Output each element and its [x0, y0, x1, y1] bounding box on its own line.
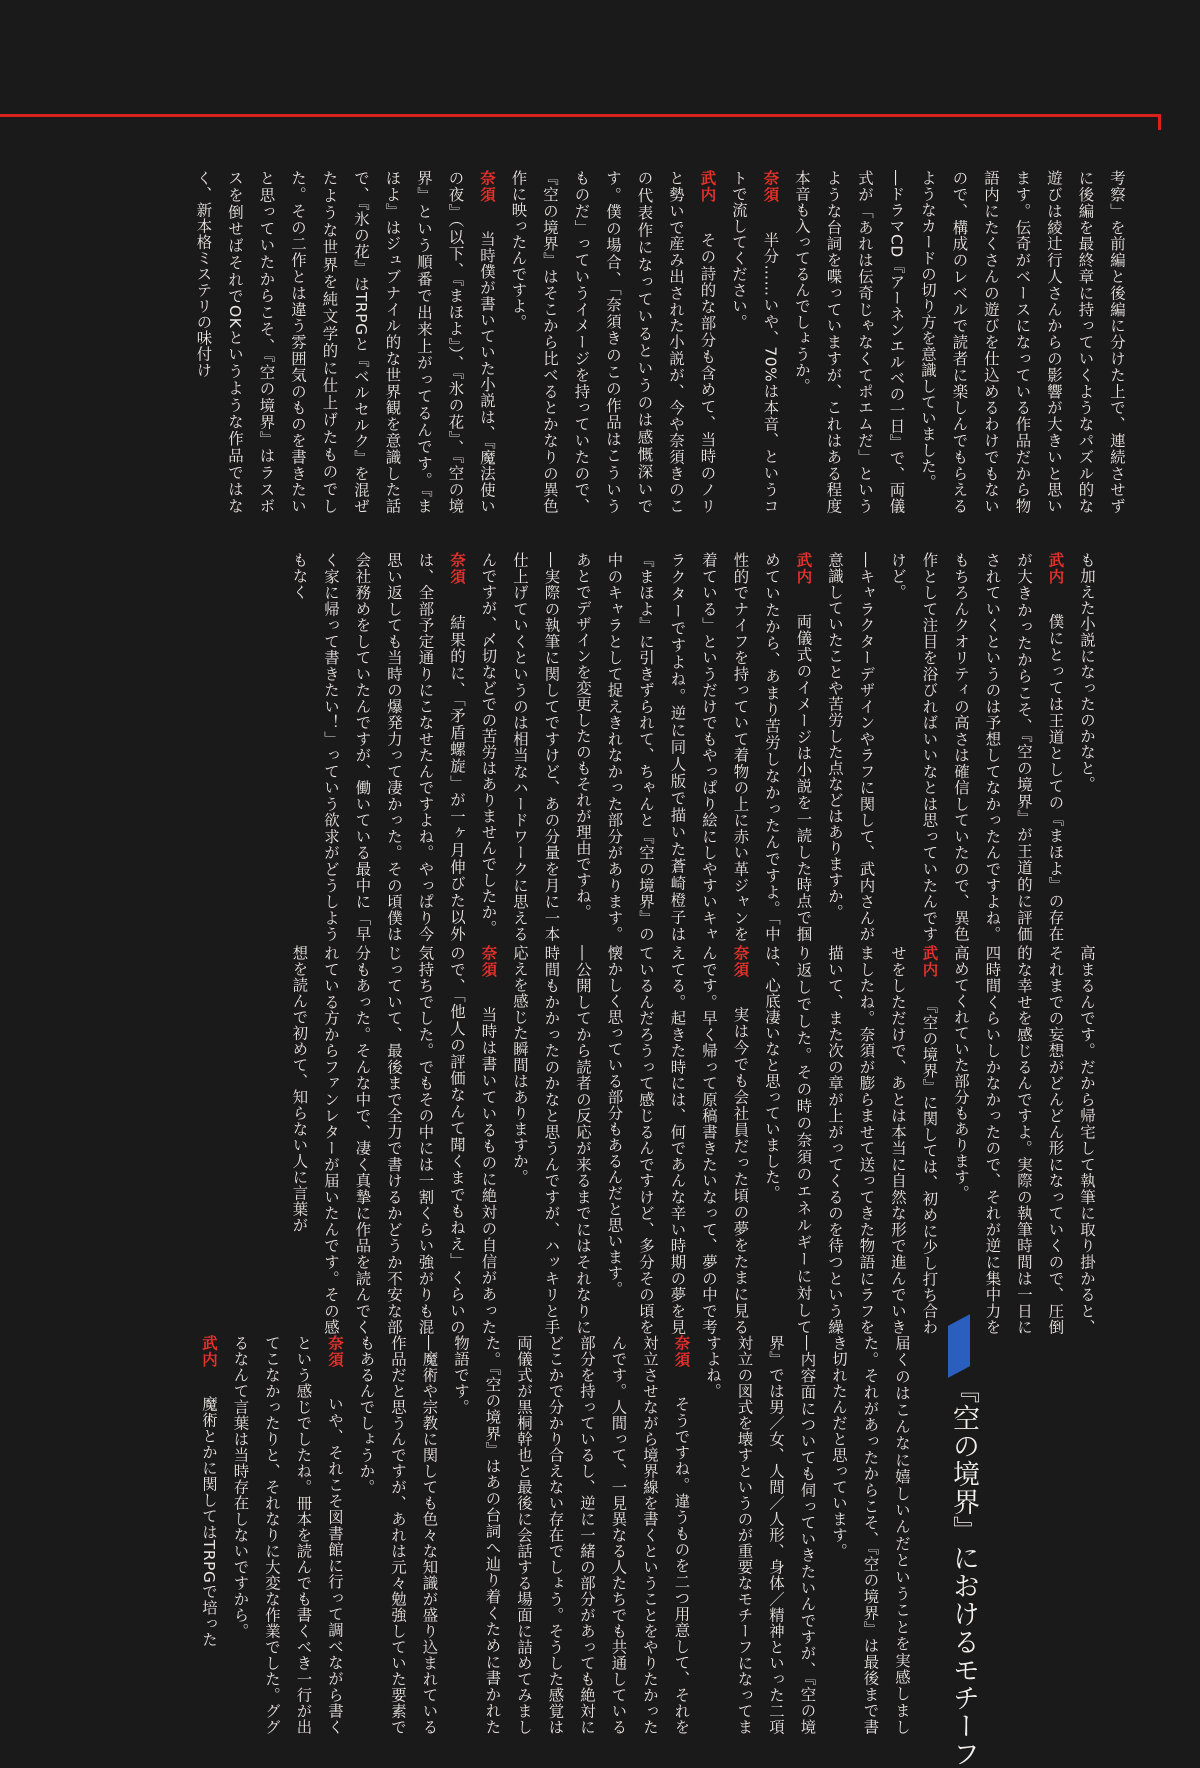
paragraph-text: 僕にとっては王道としての『まほよ』の存在が大きかったからこそ、『空の境界』が王道的に評価されていくというのは予想してなかったんですよね。もちろんクオリティの高さは確信していたので、異色作として注目を浴びればいいなとは思っていたんですけど。: [889, 552, 1065, 942]
paragraph: [823, 1335, 918, 1735]
paragraph-text: 当時は書いているものに絶対の自信があったので、「他人の評価なんて聞くまでもねえ」くらいの気持ちでした。でもその中には一割くらい強がりも混じっていて、最後まで全力で書けるかどうか不安な部分もあった。そんな中で、凄く真摯に作品を読んでくれている方からファンレターが届いたんです。その感想を読んで初めて、知らない人に言葉が: [290, 945, 498, 1335]
interviewer-question: ―公開してから読者の反応が来るまでにはそれなりに時間もかかったのかなと思うんですが、ハッキリと手応えを感じた瞬間はありますか。: [511, 945, 592, 1335]
speaker-label: 武内: [1046, 552, 1065, 585]
speaker-label: 奈須: [761, 170, 780, 203]
paragraph: [598, 945, 756, 1335]
paragraph: [350, 1335, 445, 1735]
text-tier-3: [52, 945, 1102, 1335]
heading-accent-bar: [948, 1314, 970, 1378]
paragraph: [193, 1335, 225, 1735]
paragraph-text: 高まるんです。だから帰宅して執筆に取り掛かると、それまでの妄想がどんどん形になっていくので、圧倒的な幸せを感じるんですよ。実際の執筆時間は一日に四時間くらいしかなかったので、それが逆に集中力を高めてくれていた部分もあります。: [952, 945, 1096, 1335]
paragraph: [504, 945, 599, 1335]
paragraph: [882, 552, 1071, 942]
speaker-label: 武内: [920, 945, 939, 978]
speaker-label: 奈須: [478, 170, 496, 203]
paragraph-text: 両儀式のイメージは小説を一読した時点で掴めていたから、あまり苦労しなかったんですよ。「中性的でナイフを持っていて着物の上に赤い革ジャンを着ている」というだけでもやっぱり絵にしやすいキャラクターですよね。逆に同人版で描いた蒼崎橙子は『まほよ』に引きずられて、ちゃんと『空の境界』の中のキャラとして捉えきれなかった部分があります。あとでデザインを変更したのもそれが理由ですね。: [574, 552, 813, 942]
paragraph: [723, 170, 786, 514]
paragraph-text: 『空の境界』に関しては、初めに少し打ち合わせをしただけで、あとは本当に自然な形で進んでいきましたね。奈須が膨らませて送ってきた物語にラフを描いて、また次の章が上がってくるのを待つという繰り返しでした。その時の奈須のエネルギーに対しては、心底凄いなと思っていました。: [763, 945, 939, 1335]
paragraph: [756, 945, 945, 1335]
paragraph: [786, 170, 912, 514]
text-tier-2: [52, 552, 1102, 942]
paragraph: [912, 170, 1133, 514]
paragraph: [502, 170, 723, 514]
paragraph: [187, 170, 502, 514]
speaker-label: 武内: [794, 552, 813, 585]
speaker-label: 奈須: [672, 1335, 691, 1368]
paragraph: [819, 552, 882, 942]
section-heading: [930, 1320, 990, 1768]
speaker-label: 武内: [698, 170, 717, 203]
speaker-label: 奈須: [326, 1335, 344, 1368]
paragraph: [283, 945, 504, 1335]
speaker-label: 奈須: [479, 945, 498, 978]
paragraph: [445, 1335, 697, 1735]
paragraph: [472, 552, 567, 942]
paragraph-text: も加えた小説になったのかなと。: [1078, 552, 1096, 792]
interviewer-question: ―内容面についても伺っていきたいんですが、『空の境界』では男／女、人間／人形、身体／精神といった二項対立の図式を壊すというのが重要なモチーフになってますよね。: [704, 1335, 817, 1735]
top-red-rule: [0, 114, 1158, 117]
paragraph-text: 結果的に、「矛盾螺旋」が一ヶ月伸びた以外は、全部予定通りにこなせたんですよね。やっぱり今思い返しても当時の爆発力って凄かった。その頃僕は会社務めをしていたんですが、働いている最中に「早く家に帰って書きたい！」っていう欲求がどうしようもなく: [290, 552, 466, 942]
text-tier-4: [52, 1335, 917, 1735]
interviewer-question: ―キャラクターデザインやラフに関して、武内さんが意識していたことや苦労した点などはありますか。: [826, 552, 876, 942]
paragraph-text: 届くのはこんなに嬉しいんだということを実感しました。それがあったからこそ、『空の境界』は最後まで書き切れたんだと思っています。: [830, 1335, 911, 1735]
paragraph-text: いや、それこそ図書館に行って調べながら書くという感じでしたね。冊本を読んでも書くべき一行が出てこなかったりと、それなりに大変な作業でした。ググるなんて言葉は当時存在しないですから。: [231, 1335, 344, 1735]
paragraph-text: 半分……いや、70%は本音、というコトで流してください。: [730, 170, 780, 514]
speaker-label: 奈須: [448, 552, 466, 585]
paragraph: [283, 552, 472, 942]
paragraph-text: その詩的な部分も含めて、当時のノリと勢いで産み出された小説が、今や奈須きのこの代表作になっているというのは感慨深いです。僕の場合、「奈須きのこの作品はこういうものだ」っていうイメージを持っていたので、『空の境界』はそこから比べるとかなりの異色作に映ったんですよ。: [509, 170, 717, 514]
paragraph: [567, 552, 819, 942]
heading-text: 『空の境界』におけるモチーフ: [948, 1376, 979, 1768]
interviewer-question: ―実際の執筆に関してですけど、あの分量を月に一本仕上げていくというのは相当なハードワークに思えるんですが、〆切などでの苦労はありませんでしたか。: [479, 552, 561, 942]
paragraph: [697, 1335, 823, 1735]
text-tier-1: [52, 170, 1132, 514]
speaker-label: 武内: [200, 1335, 218, 1368]
paragraph: [945, 945, 1103, 1335]
paragraph-text: そうですね。違うものを二つ用意して、それを対立させながら境界線を書くということをやりたかったんです。人間って、一見異なる人たちでも共通している部分を持っているし、逆に一緒の部分があっても絶対にどこかで分かり合えない存在でしょう。そうした感覚は両儀式が黒桐幹也と最後に会話する場面に詰めてみました。『空の境界』はあの台詞へ辿り着くために書かれた物語です。: [452, 1335, 691, 1735]
paragraph-text: 考察」を前編と後編に分けた上で、連続させずに後編を最終章に持っていくようなパズル的な遊びは綾辻行人さんからの影響が大きいと思います。伝奇がベースになっている作品だから物語内にたくさんの遊びを仕込めるわけでもないので、構成のレベルで読者に楽しんでもらえるようなカードの切り方を意識していました。: [919, 170, 1126, 514]
paragraph-text: 実は今でも会社員だった頃の夢をたまに見るんです。早く帰って原稿書きたいなって、夢の中で考えてる。起きた時には、何であんな辛い時期の夢を見ているんだろうって感じるんですけど、多分その頃を懐かしく思っている部分もあるんだと思います。: [605, 945, 750, 1335]
paragraph-text: 魔術とかに関してはTRPGで培った: [200, 1379, 218, 1648]
interviewer-question: ―魔術や宗教に関しても色々な知識が盛り込まれている作品だと思うんですが、あれは元々勉強していた要素でもあるんでしょうか。: [357, 1335, 439, 1735]
speaker-label: 奈須: [731, 945, 750, 978]
paragraph-text: 当時僕が書いていた小説は、『魔法使いの夜』（以下、『まほよ』）、『氷の花』、『空の境界』という順番で出来上がってるんです。『まほよ』はジュブナイル的な世界観を意識した話で、『氷の花』はTRPGと『ベルセルク』を混ぜたような世界を純文学的に仕上げたものでした。その二作とは違う雰囲気のものを書きたいと思っていたからこそ、『空の境界』はラスボスを倒せばそれでOKというような作品ではなく、新本格ミステリの味付け: [194, 170, 496, 514]
paragraph: [1071, 552, 1103, 942]
paragraph: [224, 1335, 350, 1735]
interviewer-question: ―ドラマCD『アーネンエルベの一日』で、両儀式が「あれは伝奇じゃなくてポエムだ」というような台詞を喋っていますが、これはある程度本音も入ってるんでしょうか。: [793, 170, 906, 514]
